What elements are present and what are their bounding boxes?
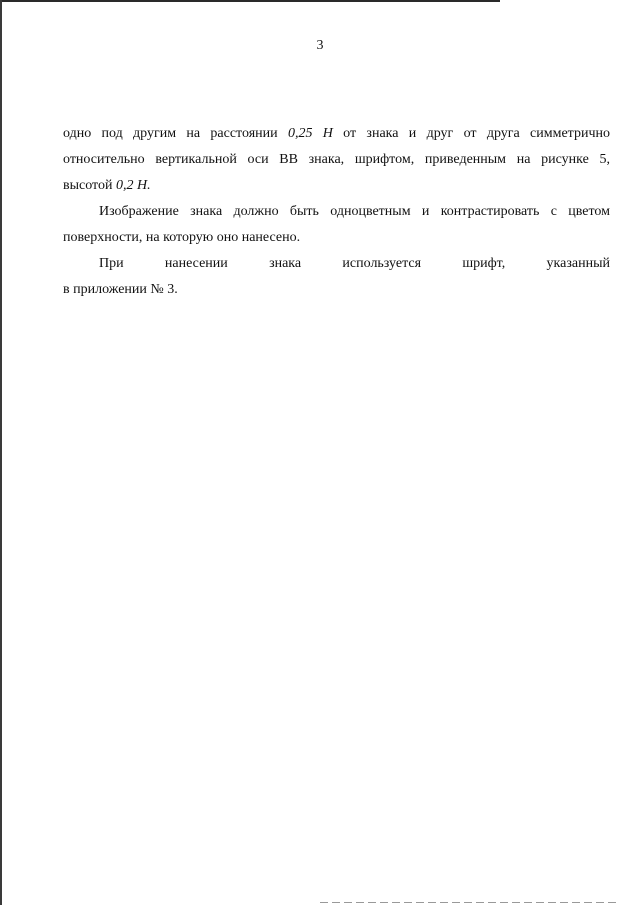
- paragraph-1-line-3: высотой 0,2 Н.: [63, 178, 151, 193]
- paragraph-1: [63, 121, 610, 199]
- paragraph-3: [63, 251, 610, 303]
- paragraph-2-line-2: поверхности, на которую оно нанесено.: [63, 230, 301, 245]
- paragraph-3-line-1: При нанесении знака используется шрифт, указанный: [99, 256, 610, 271]
- paragraph-2: [63, 199, 610, 251]
- distance-value: 0,25 Н: [287, 126, 333, 141]
- scan-border-top: [0, 0, 500, 2]
- scan-border-bottom: [320, 902, 620, 903]
- height-value: 0,2 Н.: [115, 178, 151, 193]
- paragraph-1-line-1: одно под другим на расстоянии 0,25 Н от знака и друг от друга симметрично: [63, 126, 610, 141]
- paragraph-1-line-2: относительно вертикальной оси ВВ знака, шрифтом, приведенным на рисунке 5,: [63, 152, 610, 167]
- paragraph-2-line-1: Изображение знака должно быть одноцветным и контрастировать с цветом: [99, 204, 610, 219]
- scan-border-left: [0, 0, 2, 905]
- paragraph-3-line-2: в приложении № 3.: [63, 282, 178, 297]
- page-number: 3: [316, 38, 324, 53]
